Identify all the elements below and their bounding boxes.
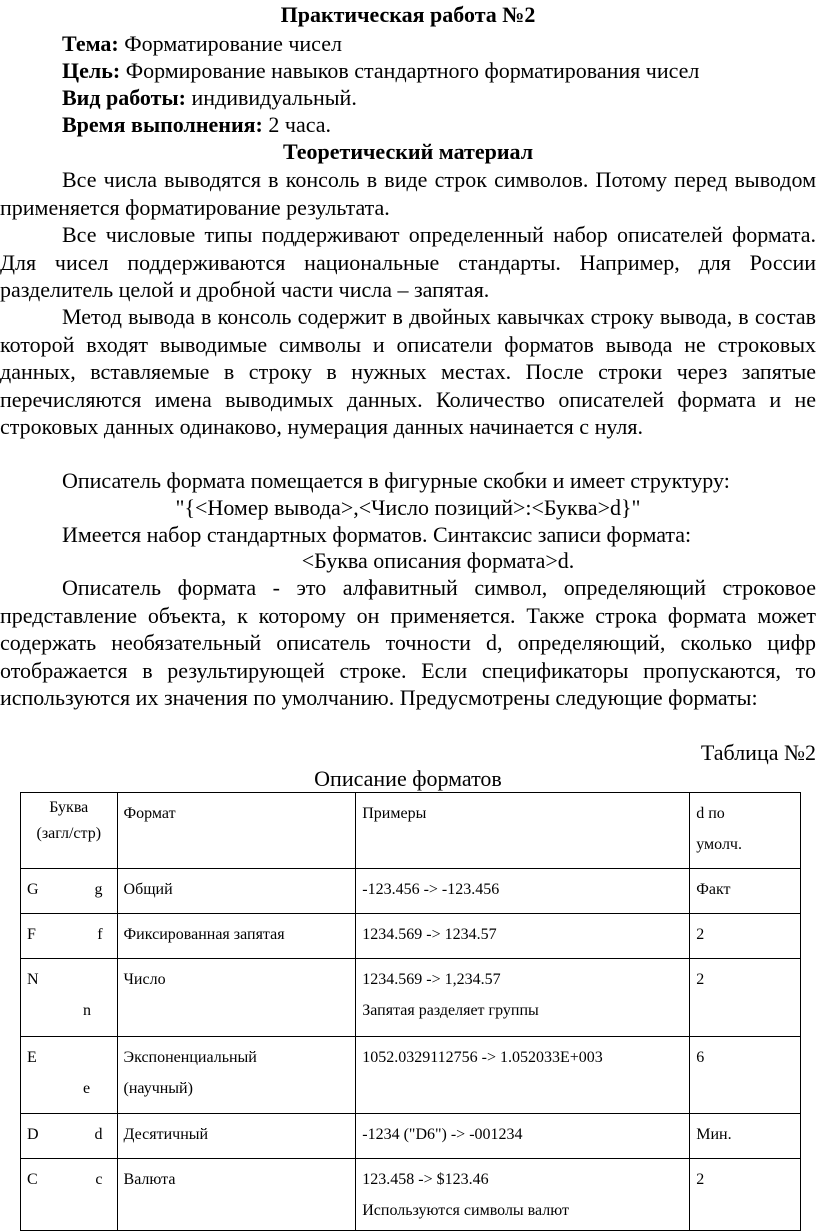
goal-value: Формирование навыков стандартного форматирования чисел <box>120 58 700 83</box>
table-row <box>21 914 801 959</box>
letter-upper: F <box>27 926 36 943</box>
time-value: 2 часа. <box>262 112 332 137</box>
letter-lower: g <box>94 881 103 898</box>
table-row <box>21 1114 801 1159</box>
work-type-label: Вид работы: <box>62 85 186 110</box>
letter-lower: n <box>83 1002 91 1019</box>
row-default: Мин. <box>690 1114 801 1159</box>
header-letter-line2: (загл/стр) <box>36 825 102 842</box>
letter-upper: D <box>27 1126 39 1143</box>
table-header-row <box>21 793 801 869</box>
header-examples: Примеры <box>356 793 690 869</box>
table-row <box>21 1037 801 1114</box>
formats-table <box>20 792 801 1231</box>
table-caption <box>0 766 816 792</box>
row-default: 2 <box>690 914 801 959</box>
table-number: Таблица №2 <box>700 740 816 765</box>
row-example-line1: 1234.569 -> 1,234.57 <box>362 971 501 988</box>
row-example-line1: 123.458 -> $123.46 <box>362 1171 489 1188</box>
table-row <box>21 869 801 914</box>
row-letters <box>21 1037 118 1114</box>
letter-upper: G <box>27 881 39 898</box>
row-letters <box>21 1114 118 1159</box>
letter-upper: E <box>27 1049 37 1066</box>
row-format-line2: (научный) <box>123 1080 193 1097</box>
header-default <box>690 793 801 869</box>
row-format: Число <box>117 959 356 1037</box>
time-label: Время выполнения: <box>62 112 263 137</box>
letter-lower: c <box>95 1171 103 1188</box>
letter-upper: N <box>27 971 39 988</box>
paragraph-1: Все числа выводятся в консоль в виде строк символов. Потому перед выводом применяется форматирование результата. <box>0 167 816 220</box>
letter-lower: e <box>83 1080 91 1097</box>
work-type-line <box>62 85 357 111</box>
row-example-line2: Запятая разделяет группы <box>362 1002 539 1019</box>
row-example: -123.456 -> -123.456 <box>356 869 690 914</box>
row-format <box>117 1037 356 1114</box>
header-default-line2: умолч. <box>696 836 742 853</box>
letter-upper: C <box>27 1171 38 1188</box>
header-format: Формат <box>117 793 356 869</box>
row-example-line2: Используются символы валют <box>362 1202 569 1219</box>
work-type-value: индивидуальный. <box>185 85 357 110</box>
row-format: Десятичный <box>117 1114 356 1159</box>
time-line <box>62 112 331 138</box>
row-format: Фиксированная запятая <box>117 914 356 959</box>
row-format: Валюта <box>117 1159 356 1231</box>
table-caption-text: Описание форматов <box>314 766 502 791</box>
letter-lower: f <box>97 926 103 943</box>
goal-label: Цель: <box>62 58 121 83</box>
paragraph-5: Имеется набор стандартных форматов. Синтаксис записи формата: <box>62 522 692 547</box>
table-row <box>21 959 801 1037</box>
letter-lower: d <box>94 1126 103 1143</box>
row-default: Факт <box>690 869 801 914</box>
goal-line <box>62 58 699 84</box>
header-letter-line1: Буква <box>49 799 89 816</box>
row-letters <box>21 959 118 1037</box>
row-example: 1234.569 -> 1234.57 <box>356 914 690 959</box>
row-default: 2 <box>690 959 801 1037</box>
row-format-line1: Экспоненциальный <box>123 1049 257 1066</box>
row-format: Общий <box>117 869 356 914</box>
row-example: 1052.0329112756 -> 1.052033E+003 <box>356 1037 690 1114</box>
format-syntax: <Буква описания формата>d. <box>301 548 575 573</box>
page-title: Практическая работа №2 <box>280 2 536 27</box>
row-default: 2 <box>690 1159 801 1231</box>
topic-line <box>62 31 342 57</box>
paragraph-6: Описатель формата - это алфавитный символ, определяющий строковое представление объекта, к которому он применяется. Также строка формата может содержать необязательный описатель точности d, определяющий, сколько цифр отображается в результирующей строке. Если спецификаторы пропускаются, то используются их значения по умолчанию. Предусмотрены следующие форматы: <box>0 575 816 710</box>
section-heading: Теоретический материал <box>282 139 534 164</box>
header-letter <box>21 793 118 869</box>
row-letters <box>21 914 118 959</box>
row-letters <box>21 869 118 914</box>
paragraph-2: Все числовые типы поддерживают определенный набор описателей формата. Для чисел поддерживаются национальные стандарты. Например, для России разделитель целой и дробной части числа – запятая. <box>0 222 816 302</box>
row-default: 6 <box>690 1037 801 1114</box>
format-structure: "{<Номер вывода>,<Число позиций>:<Буква>d}" <box>175 495 641 520</box>
row-example <box>356 959 690 1037</box>
topic-value: Форматирование чисел <box>118 31 342 56</box>
topic-label: Тема: <box>62 31 119 56</box>
paragraph-3: Метод вывода в консоль содержит в двойных кавычках строку вывода, в состав которой входят выводимые символы и описатели форматов вывода не строковых данных, вставляемые в строку в нужных местах. После строки через запятые перечисляются имена выводимых данных. Количество описателей формата и не строковых данных одинаково, нумерация данных начинается с нуля. <box>0 304 816 439</box>
paragraph-4: Описатель формата помещается в фигурные скобки и имеет структуру: <box>62 468 730 493</box>
row-example: -1234 ("D6") -> -001234 <box>356 1114 690 1159</box>
header-default-line1: d по <box>696 805 725 822</box>
